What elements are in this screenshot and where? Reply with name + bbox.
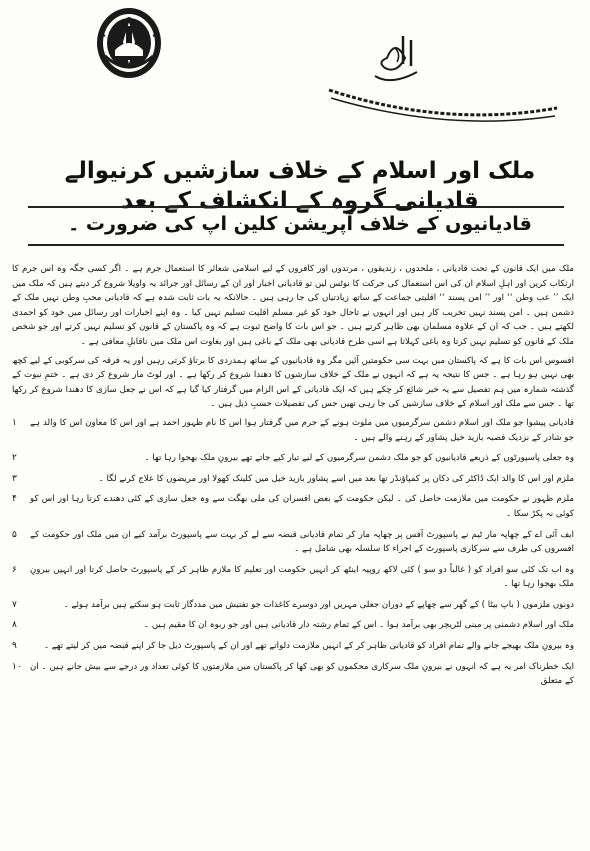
calligraphy-emblem-icon (325, 28, 560, 128)
list-item (12, 660, 574, 689)
list-item-number: ۷ (12, 599, 17, 610)
article-body (12, 262, 574, 842)
list-item-number: ۳ (12, 473, 17, 484)
list-item-number: ۴ (12, 494, 17, 505)
list-item-text: وہ بیرونِ ملک بھیجے جانے والے تمام افراد کو قادیانی ظاہر کر کے انہیں ملازمت دلواتے تھے اور ان کے پاسپورٹ ذیل جا کر اپنے قبضہ میں کر لیتے تھے ۔ (43, 641, 574, 652)
list-item (12, 563, 574, 592)
list-item-number: ۱ (12, 417, 17, 428)
list-item (12, 639, 574, 654)
list-item-number: ۵ (12, 529, 17, 540)
list-item-text: وہ جعلی پاسپورٹوں کے ذریعے قادیانیوں کو جو ملک دشمن سرگرمیوں کے لیے تیار کیے جاتے تھے بیرونِ ملک بھجوا رہا تھا ۔ (144, 453, 574, 464)
paragraph-intro: ملک میں ایک قانون کے تحت قادیانی ، ملحدوں ، زندیقوں ، مرتدوں اور کافروں کے لیے اسلامی شعائر کا استعمال جرم ہے ۔ اگر کسی جگہ وہ اس جرم کا ارتکاب کریں اور اہلِ اسلام ان کی اس استعمال کی حرکت کا نوٹس لیں تو قادیانی اخبار اور ان کے رسائل اور جرائد یہ واویلا شروع کر دیتے ہیں کہ ملک میں ایک ’’ عب وطن ‘‘ اور ’’ امن پسند ‘‘ اقلیتی جماعت کے ساتھ زیادتیاں کی جا رہی ہیں ۔ حالانکہ یہ بات ثابت شدہ ہے کہ قادیانی محبِ وطن نہیں ملک کے دشمن ہیں ۔ امن پسند نہیں تخریب کار ہیں اور انہوں نے تاحال خود کو غیر مسلم اقلیت تسلیم نہیں کیا ۔ وہ اپنے اخبارات اور رسائل میں خود کو احمدی لکھتے ہیں ۔ جب کہ ان کے علاوہ مسلمان بھی ظاہر کرتے ہیں ۔ جو اس بات کا واضح ثبوت ہے کہ وہ پاکستان کے قانون کو تسلیم نہیں کرتے اور جو شخص ملک کے قانون کو تسلیم نہیں کرتا وہ باغی کہلاتا ہے اسی طرح قادیانی بھی ملک کے باغی ہیں اور بغاوت اس ملک میں ناقابلِ معافی ہے ۔ (12, 264, 574, 347)
list-item (12, 618, 574, 633)
list-item-text: دونوں ملزموں ( باپ بیٹا ) کے گھر سے چھاپے کے دوران جعلی مہریں اور دوسرے کاغذات جو تفتیش میں مددگار ثابت ہو سکتے ہیں برآمد ہوئے ۔ (63, 599, 574, 610)
list-item (12, 492, 574, 521)
list-item-text: ملک اور اسلام دشمنی پر مبنی لٹریچر بھی برآمد ہوا ۔ اس کے تمام رشتہ دار قادیانی ہیں اور جو ربوہ ان کا مقیم ہیں ۔ (144, 620, 574, 631)
organization-emblem-icon (95, 6, 163, 80)
list-item (12, 472, 574, 487)
paragraph-second: افسوس اس بات کا ہے کہ پاکستان میں بہت سی حکومتیں آئیں مگر وہ قادیانیوں کے ساتھ ہمدردی کا برتاؤ کرتی رہیں اور یہ فرقہ کی سرکوبی کے لیے کچھ بھی نہیں ہو رہا ہے ۔ جس کا نتیجہ یہ ہے کہ انہوں نے ملک کے خلاف سازشوں کا دھندا شروع کر رکھا ہے ۔ اور لوٹ مار شروع کر دی ہے ۔ ختمِ نبوت کے گذشتہ شمارہ میں ہم تفصیل سے یہ خبر شائع کر چکے ہیں کہ ایک قادیانی کے اس الزام میں گرفتار کیا گیا ہے کہ اس نے جعل سازی کا دھندا شروع کر رکھا تھا ۔ جس سے ملک اور اسلام کے خلاف سازشیں کی جا رہی تھیں جس کی تفصیلات حسبِ ذیل ہیں ۔ (12, 355, 574, 410)
subheadline: قادیانیوں کے خلاف آپریشن کلین اپ کی ضرورت ۔ (68, 213, 532, 235)
list-item-number: ۲ (12, 453, 17, 464)
list-item-number: ۱۰ (12, 661, 22, 672)
headline: ملک اور اسلام کے خلاف سازشیں کرنیوالے قادیانی گروہ کے انکشاف کے بعد (64, 158, 536, 214)
list-item (12, 416, 574, 445)
list-item-number: ۹ (12, 641, 17, 652)
list-item-text: ایف آئی اے کے چھاپہ مار ٹیم نے پاسپورٹ آفس پر چھاپہ مار کر تمام قادیانی قبضہ سے لے کر بہت سے پاسپورٹ برآمد کیے ان میں ملک اور حکومت کے افسروں کی طرف سے سرکاری پاسپورٹ کے اجراء کا سلسلہ بھی شامل ہے ۔ (30, 529, 574, 555)
list-item (12, 598, 574, 613)
list-item-text: ملزم ظہور نے حکومت میں ملازمت حاصل کی ۔ لیکن حکومت کے بعض افسران کی ملی بھگت سے وہ جعل سازی کے کئی دھندے کرتا رہا اور اس کو کوئی نہ پکڑ سکا ۔ (30, 494, 574, 519)
list-item-text: وہ اب تک کئی سو افراد کو ( غالباً دو سو ) کئی لاکھ روپیہ اینٹھ کر انہیں حکومت اور تعلیم کا ملازم ظاہر کر کے پاسپورٹ حاصل کرتا اور انہیں بیرونِ ملک بھجوا رہا تھا ۔ (30, 564, 574, 590)
list-item-number: ۸ (12, 620, 17, 631)
list-item (12, 451, 574, 466)
list-item-text: ایک خطرناک امر یہ ہے کہ انہوں نے بیرونِ ملک سرکاری محکموں کو بھی کھا کر پاکستان میں ملازمتوں کا کوئی تعداد ور درجے سے بیش جانے ہیں ۔ ان کے متعلق (30, 661, 574, 687)
list-item-text: قادیانی پیشوا جو ملک اور اسلام دشمن سرگرمیوں میں ملوث ہونے کے جرم میں گرفتار ہوا اس کا نام ظہور احمد ہے اور اس کا معاون اس کا والد ہے جو شادر کے نزدیک قصبہ بازید خیل پشاور کے رہنے والے ہیں ۔ (30, 417, 574, 443)
list-item (12, 528, 574, 557)
list-item-text: ملزم اور اس کا والد ایک ڈاکٹر کی دکان پر کمپاؤنڈر تھا بعد میں اسے پشاور بازید خیل میں کلینک کھولا اور مریضوں کا علاج کرنے لگا ۔ (98, 473, 574, 484)
list-item-number: ۶ (12, 564, 17, 575)
